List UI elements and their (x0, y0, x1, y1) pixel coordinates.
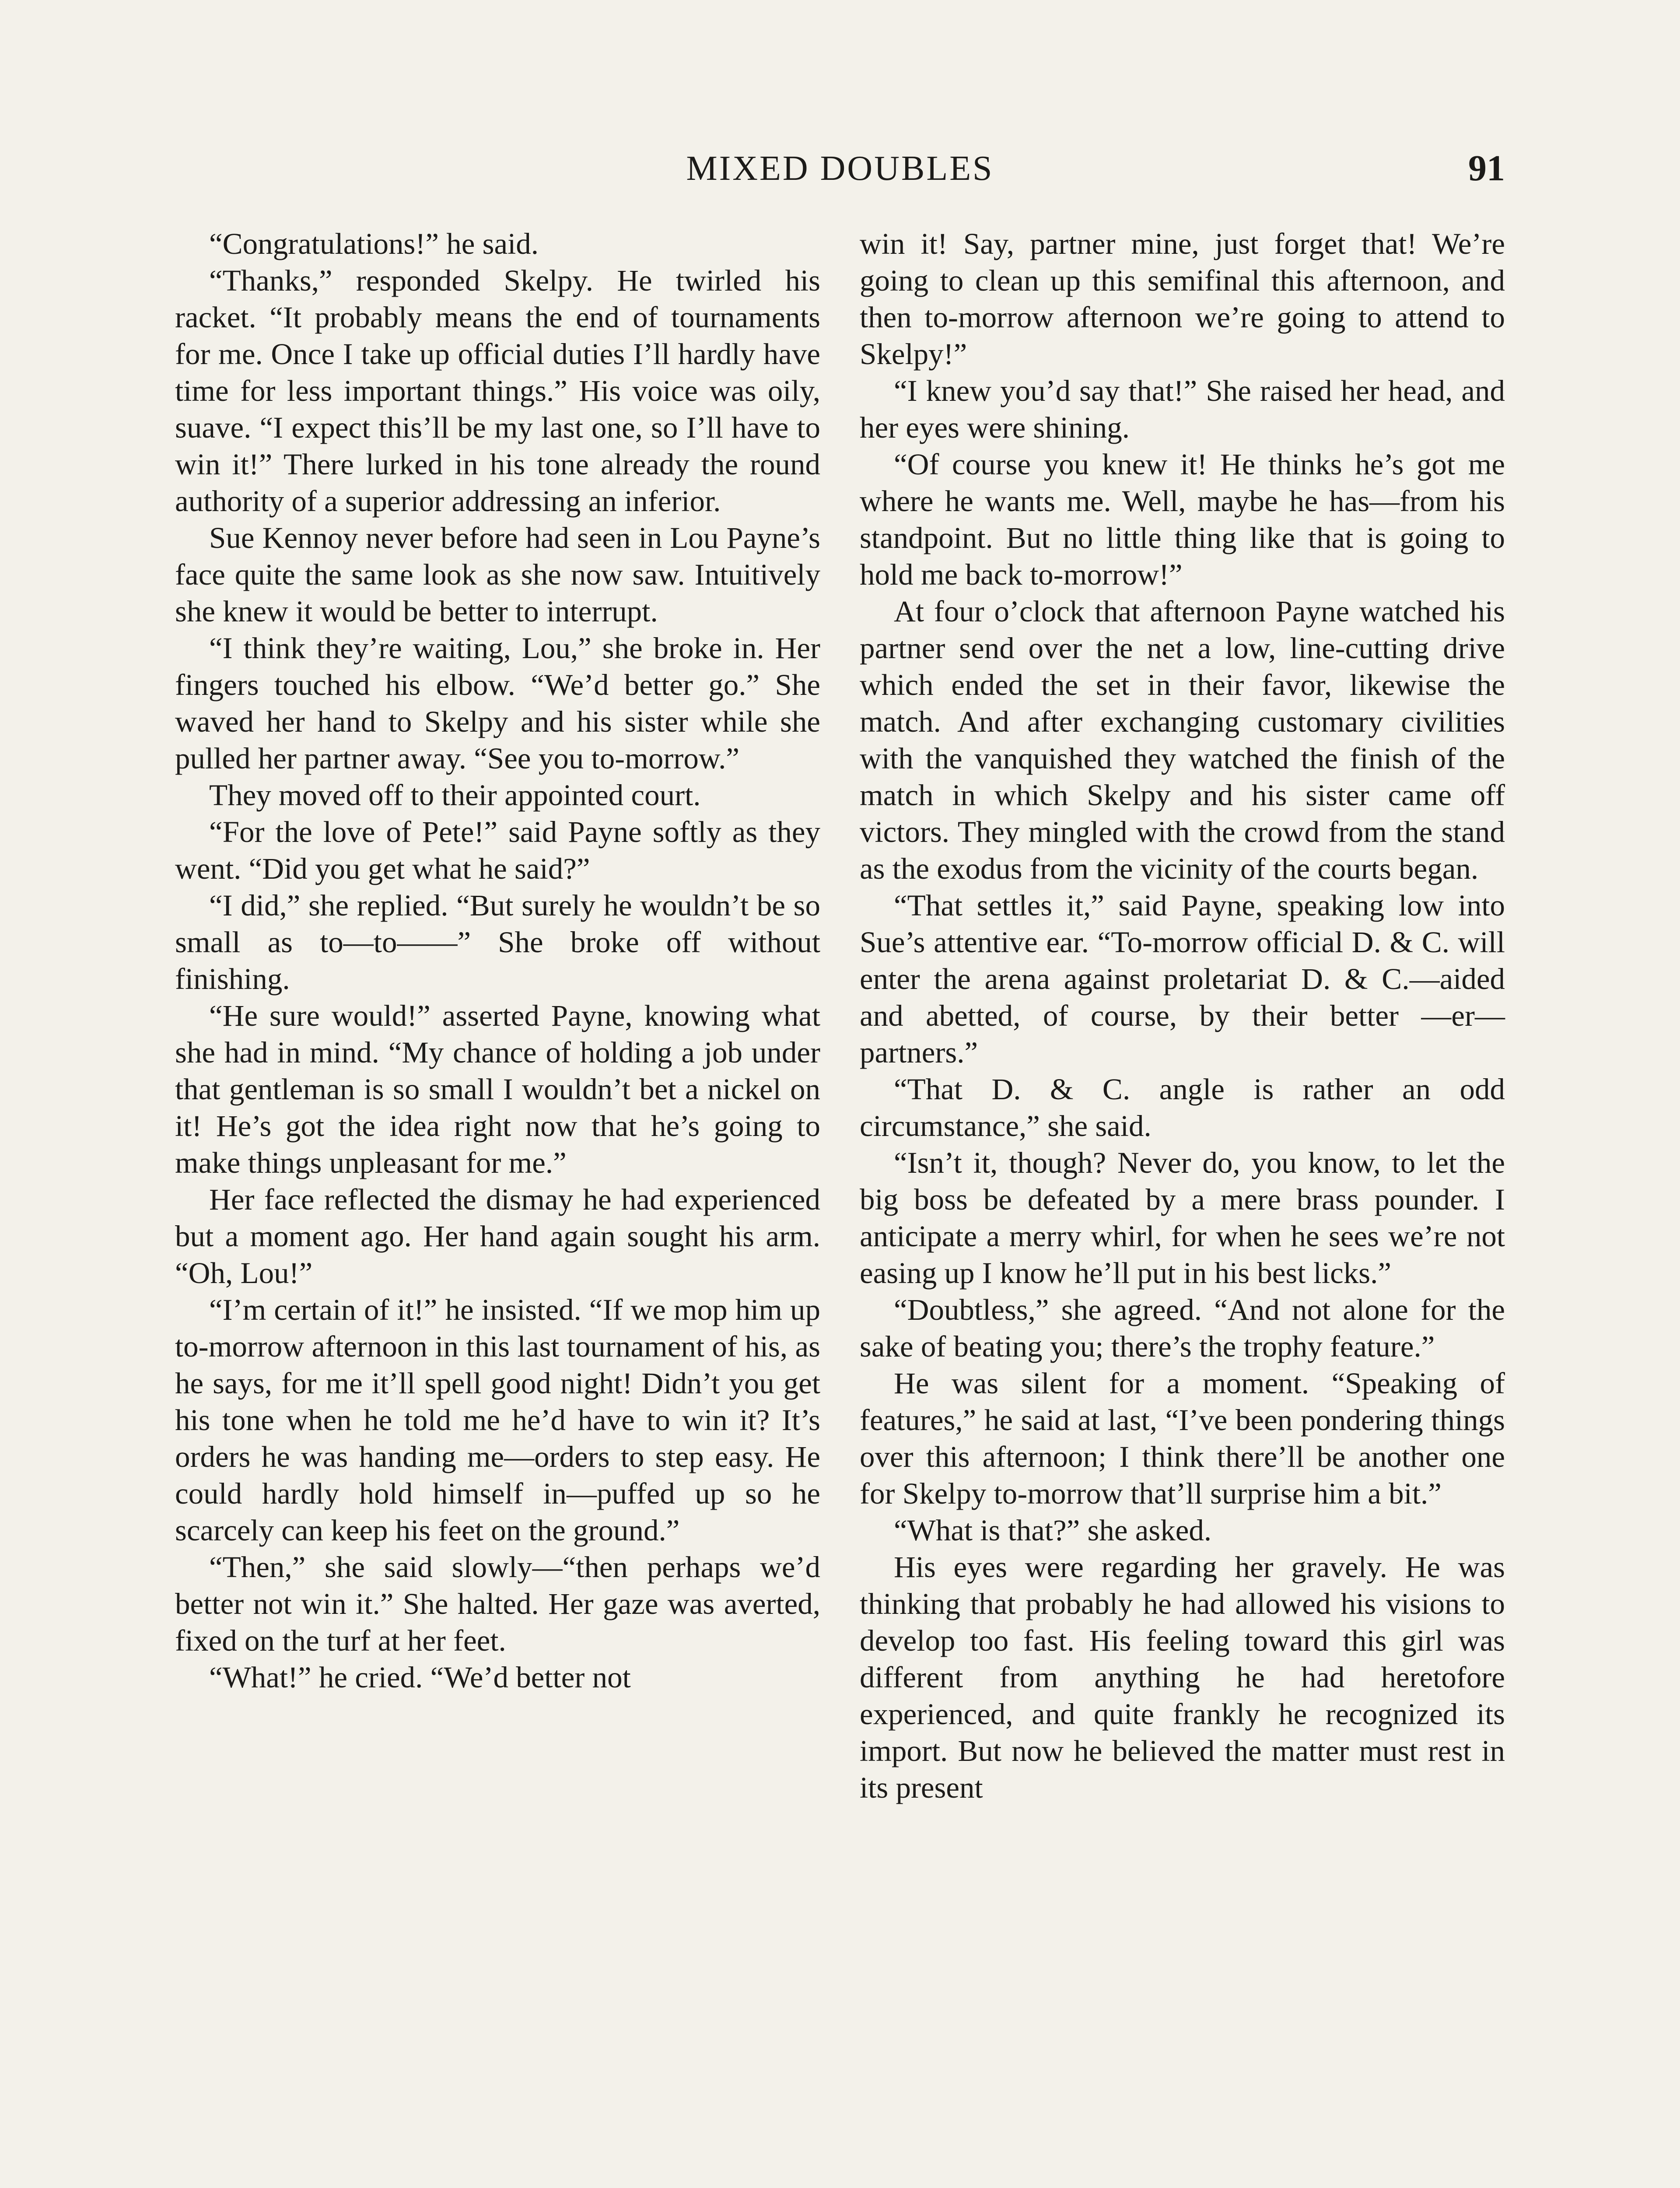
page-header (175, 144, 1505, 193)
paragraph: They moved off to their appointed court. (209, 778, 701, 812)
paragraph: “I did,” she replied. “But surely he wouldn’t be so small as to—to——” She broke off without finishing. (175, 889, 820, 996)
paragraph-continued: win it! Say, partner mine, just forget that! We’re going to clean up this semifinal this afternoon, and then to-morrow afternoon we’re going to attend to Skelpy!” (860, 227, 1505, 371)
paragraph: He was silent for a moment. “Speaking of features,” he said at last, “I’ve been pondering things over this afternoon; I think there’ll be another one for Skelpy to-morrow that’ll surprise him a bit.” (860, 1367, 1505, 1510)
right-column (860, 225, 1505, 2188)
paragraph: “That D. & C. angle is rather an odd circumstance,” she said. (860, 1073, 1505, 1143)
paragraph: “I think they’re waiting, Lou,” she broke in. Her fingers touched his elbow. “We’d better go.” She waved her hand to Skelpy and his sister while she pulled her partner away. “See you to-morrow.” (175, 631, 820, 775)
paragraph: Sue Kennoy never before had seen in Lou Payne’s face quite the same look as she now saw. Intuitively she knew it would be better to interrupt. (175, 521, 820, 628)
paragraph: “I’m certain of it!” he insisted. “If we mop him up to-morrow afternoon in this last tournament of his, as he says, for me it’ll spell good night! Didn’t you get his tone when he told me he’d have to win it? It’s orders he was handing me—orders to step easy. He could hardly hold himself in—puffed up so he scarcely can keep his feet on the ground.” (175, 1293, 820, 1547)
paragraph: “That settles it,” said Payne, speaking low into Sue’s attentive ear. “To-morrow official D. & C. will enter the arena against proletariat D. & C.—aided and abetted, of course, by their better —er—partners.” (860, 889, 1505, 1069)
left-column (175, 225, 820, 2188)
text-columns (175, 225, 1505, 2188)
paragraph: “Thanks,” responded Skelpy. He twirled his racket. “It probably means the end of tournaments for me. Once I take up official duties I’ll hardly have time for less important things.” His voice was oily, suave. “I expect this’ll be my last one, so I’ll have to win it!” There lurked in his tone already the round authority of a superior addressing an inferior. (175, 264, 820, 518)
paragraph: His eyes were regarding her gravely. He was thinking that probably he had allowed his visions to develop too fast. His feeling toward this girl was different from anything he had heretofore experienced, and quite frankly he recognized its import. But now he believed the matter must rest in its present (860, 1550, 1505, 1804)
paragraph: “Then,” she said slowly—“then perhaps we’d better not win it.” She halted. Her gaze was averted, fixed on the turf at her feet. (175, 1550, 820, 1657)
paragraph: At four o’clock that afternoon Payne watched his partner send over the net a low, line-cutting drive which ended the set in their favor, likewise the match. And after exchanging customary civilities with the vanquished they watched the finish of the match in which Skelpy and his sister came off victors. They mingled with the crowd from the stand as the exodus from the vicinity of the courts began. (860, 595, 1505, 885)
running-title: MIXED DOUBLES (686, 149, 994, 188)
paragraph: “Doubtless,” she agreed. “And not alone for the sake of beating you; there’s the trophy feature.” (860, 1293, 1505, 1363)
paragraph: Her face reflected the dismay he had experienced but a moment ago. Her hand again sought his arm. “Oh, Lou!” (175, 1183, 820, 1290)
paragraph: “What!” he cried. “We’d better not (209, 1661, 631, 1694)
paragraph: “For the love of Pete!” said Payne softly as they went. “Did you get what he said?” (175, 815, 820, 885)
paragraph: “Of course you knew it! He thinks he’s got me where he wants me. Well, maybe he has—from his standpoint. But no little thing like that is going to hold me back to-morrow!” (860, 448, 1505, 591)
page-number: 91 (1468, 148, 1505, 189)
paragraph: “What is that?” she asked. (894, 1514, 1212, 1547)
paragraph: “I knew you’d say that!” She raised her head, and her eyes were shining. (860, 374, 1505, 444)
paragraph: “Congratulations!” he said. (209, 227, 539, 260)
paragraph: “Isn’t it, though? Never do, you know, to let the big boss be defeated by a mere brass pounder. I anticipate a merry whirl, for when he sees we’re not easing up I know he’ll put in his best licks.” (860, 1146, 1505, 1290)
paragraph: “He sure would!” asserted Payne, knowing what she had in mind. “My chance of holding a job under that gentleman is so small I wouldn’t bet a nickel on it! He’s got the idea right now that he’s going to make things unpleasant for me.” (175, 999, 820, 1179)
